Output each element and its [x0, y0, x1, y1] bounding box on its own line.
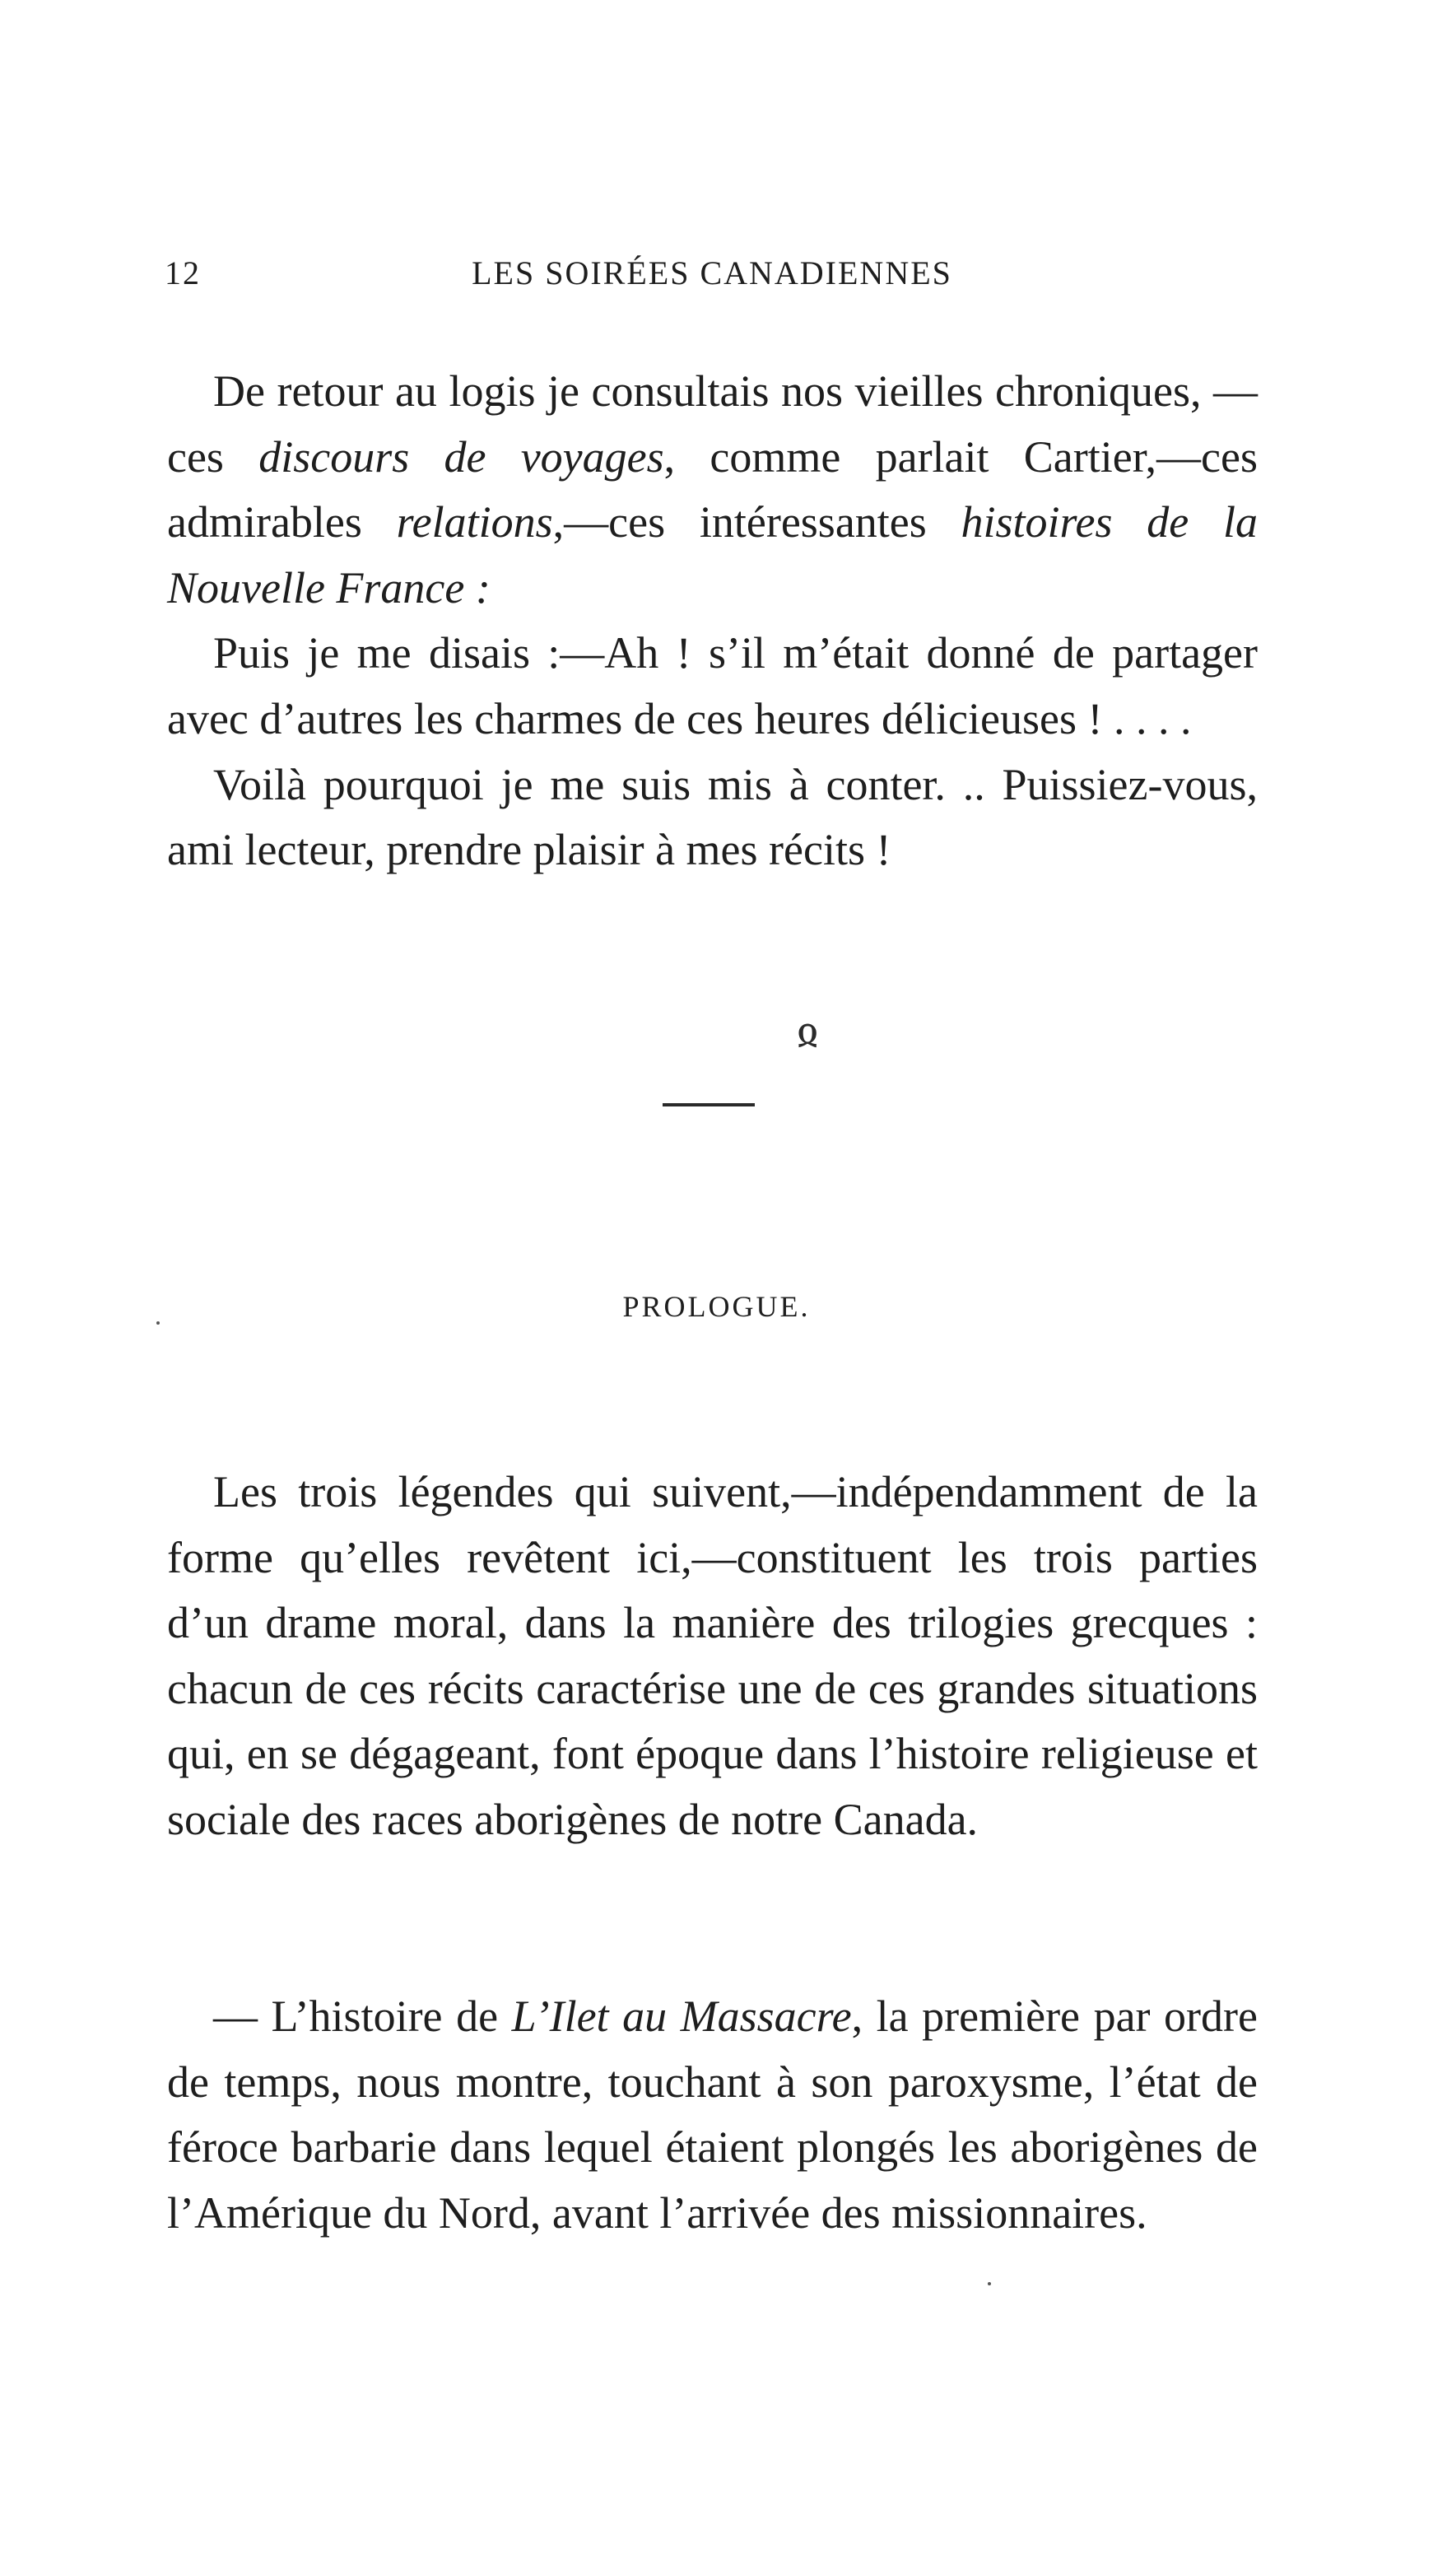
section-heading: PROLOGUE.	[622, 1290, 811, 1323]
ornament-mark: ჲ	[797, 1010, 819, 1052]
page-number: 12	[165, 254, 201, 291]
ink-speck	[988, 2282, 991, 2285]
intro-text-run: , comme parlait Cartier,—ces admirables	[167, 431, 1258, 547]
italic-title-relations: relations	[396, 497, 553, 547]
prologue-text-continued	[167, 1984, 1258, 2246]
prologue-text	[167, 1460, 1258, 1853]
intro-text-run: ,—ces intéressantes	[552, 497, 961, 547]
section-divider	[663, 1103, 755, 1106]
running-head	[165, 254, 1259, 303]
italic-title-ilet: L’Ilet au Massacre	[511, 1991, 852, 2041]
italic-title-histoires: histoires de la Nouvelle France :	[167, 497, 1258, 613]
prologue-paragraph-1: Les trois légendes qui suivent,—indépendamment de la forme qu’elles revêtent ici,—constituent les trois parties d’un drame moral, dans la manière des trilogies grecques : chacun de ces récits caractérise une de ces grandes situations qui, en se dégageant, font époque dans l’histoire religieuse et sociale des races aborigènes de notre Canada.	[167, 1467, 1258, 1844]
intro-paragraph-1	[167, 359, 1258, 621]
ink-speck	[156, 1321, 160, 1325]
running-title: LES SOIRÉES CANADIENNES	[472, 254, 952, 291]
italic-title-discours: discours de voyages	[258, 431, 664, 482]
intro-paragraph-3: Voilà pourquoi je me suis mis à conter. .. Puissiez-vous, ami lecteur, prendre plaisir à mes récits !	[167, 759, 1258, 875]
intro-paragraph-2: Puis je me disais :—Ah ! s’il m’était donné de partager avec d’autres les charmes de ces heures délicieuses ! . . . .	[167, 628, 1258, 743]
prologue-text-run: — L’histoire de	[213, 1991, 512, 2041]
prologue-text-run: , la première par ordre de temps, nous montre, touchant à son paroxysme, l’état de féroce barbarie dans lequel étaient plongés les aborigènes de l’Amérique du Nord, avant l’arrivée des missionnaires.	[167, 1991, 1258, 2238]
intro-text	[167, 359, 1258, 883]
prologue-paragraph-2	[167, 1984, 1258, 2246]
intro-text-run: De retour au logis je consultais nos vieilles chroniques, — ces	[167, 366, 1258, 482]
